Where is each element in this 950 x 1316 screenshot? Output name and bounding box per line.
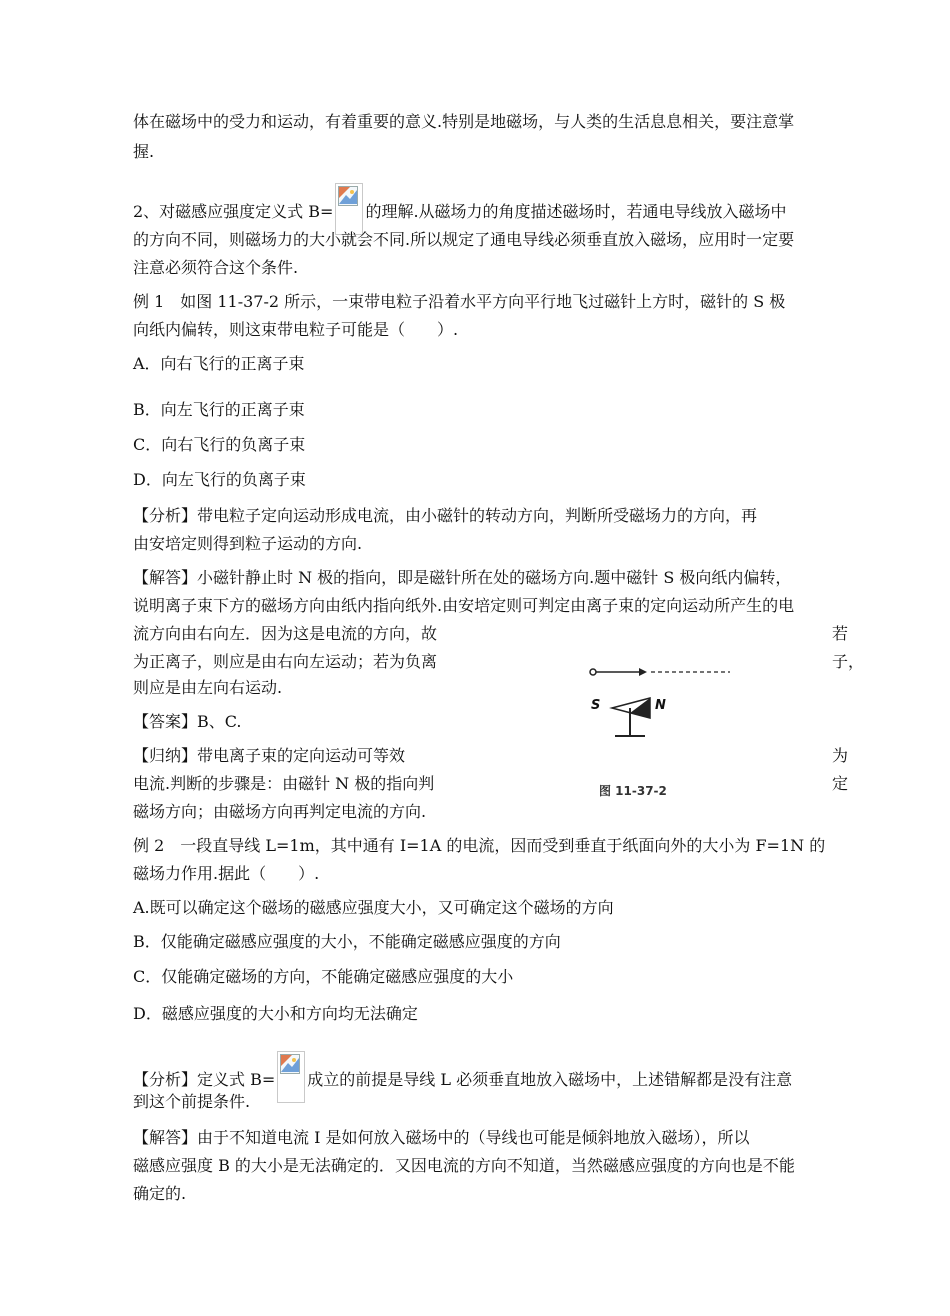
solution-1: 【解答】小磁针静止时 N 极的指向，即是磁针所在处的磁场方向.题中磁针 S 极向纸内偏转， — [133, 568, 792, 587]
text-line: 磁感应强度 B 的大小是无法确定的．又因电流的方向不知道，当然磁感应强度的方向也是不能 — [133, 1156, 795, 1175]
text-line: 到这个前提条件. — [133, 1092, 251, 1111]
option-c: C．向右飞行的负离子束 — [133, 435, 306, 454]
text-line-right: 定 — [832, 774, 849, 793]
n-pole-label: N — [655, 698, 666, 713]
formula-paragraph-line — [133, 183, 787, 235]
option-b: B．向左飞行的正离子束 — [133, 400, 305, 419]
text-line: 确定的. — [133, 1184, 187, 1203]
answer-1: 【答案】B、C. — [133, 712, 242, 731]
text-line: 流方向由右向左．因为这是电流的方向，故 — [133, 624, 438, 643]
s-pole-label: S — [591, 698, 601, 713]
broken-image-icon — [277, 1051, 305, 1103]
option-d: D．向左飞行的负离子束 — [133, 470, 306, 489]
option-b: B．仅能确定磁感应强度的大小，不能确定磁感应强度的方向 — [133, 932, 561, 951]
option-a: A.既可以确定这个磁场的磁感应强度大小，又可确定这个磁场的方向 — [133, 898, 614, 917]
summary-1: 【归纳】带电离子束的定向运动可等效 — [133, 746, 406, 765]
text-line-right: 子， — [832, 652, 865, 671]
text-line: 磁场力作用.据此（ ）. — [133, 864, 320, 883]
text-line: 为正离子，则应是由右向左运动；若为负离 — [133, 652, 438, 671]
text-fragment: 成立的前提是导线 L 必须垂直地放入磁场中，上述错解都是没有注意 — [307, 1070, 793, 1089]
example-1-question: 例 1 如图 11-37-2 所示，一束带电粒子沿着水平方向平行地飞过磁针上方时，磁针的 S 极 — [133, 292, 786, 311]
option-a: A．向右飞行的正离子束 — [133, 354, 305, 373]
text-line: 磁场方向；由磁场方向再判定电流的方向. — [133, 802, 427, 821]
solution-2: 【解答】由于不知道电流 I 是如何放入磁场中的（导线也可能是倾斜地放入磁场），所以 — [133, 1128, 750, 1147]
option-d: D．磁感应强度的大小和方向均无法确定 — [133, 1004, 418, 1023]
magnetic-needle-figure — [585, 658, 815, 808]
example-2-question: 例 2 一段直导线 L=1m，其中通有 I=1A 的电流，因而受到垂直于纸面向外的大小为 F=1N 的 — [133, 836, 826, 855]
text-line: 的方向不同，则磁场力的大小就会不同.所以规定了通电导线必须垂直放入磁场，应用时一定要 — [133, 230, 795, 249]
text-line: 则应是由左向右运动. — [133, 678, 283, 697]
text-line: 体在磁场中的受力和运动，有着重要的意义.特别是地磁场，与人类的生活息息相关，要注意掌 — [133, 112, 795, 131]
text-line: 注意必须符合这个条件. — [133, 258, 299, 277]
text-line: 说明离子束下方的磁场方向由纸内指向纸外.由安培定则可判定由离子束的定向运动所产生的电 — [133, 596, 795, 615]
text-line: 握. — [133, 142, 155, 161]
text-line-right: 若 — [832, 624, 849, 643]
text-line: 向纸内偏转，则这束带电粒子可能是（ ）. — [133, 320, 459, 339]
analysis-1: 【分析】带电粒子定向运动形成电流，由小磁针的转动方向，判断所受磁场力的方向，再 — [133, 506, 758, 525]
text-line: 由安培定则得到粒子运动的方向. — [133, 534, 363, 553]
broken-image-icon — [335, 183, 363, 235]
figure-caption: 图 11-37-2 — [599, 784, 667, 798]
text-fragment: 的理解.从磁场力的角度描述磁场时，若通电导线放入磁场中 — [365, 202, 787, 221]
option-c: C．仅能确定磁场的方向，不能确定磁感应强度的大小 — [133, 967, 514, 986]
text-line: 电流.判断的步骤是：由磁针 N 极的指向判 — [133, 774, 435, 793]
text-fragment: 2、对磁感应强度定义式 B= — [133, 202, 334, 221]
text-fragment: 【分析】定义式 B= — [133, 1070, 276, 1089]
text-line-right: 为 — [832, 746, 849, 765]
